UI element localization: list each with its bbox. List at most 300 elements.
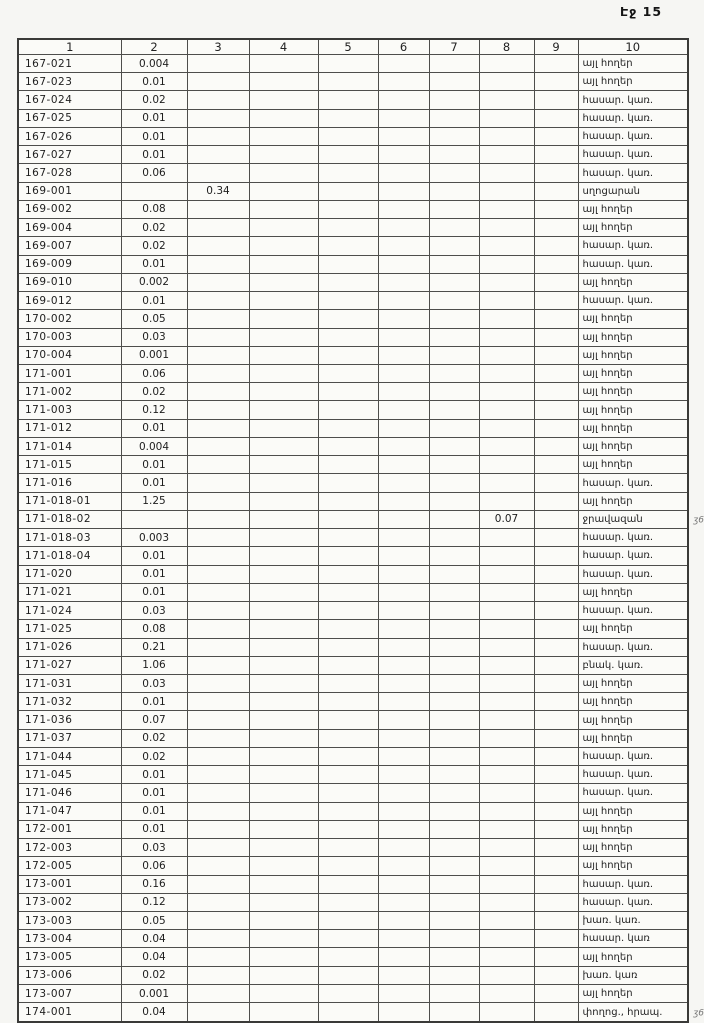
empty-cell	[479, 492, 534, 510]
empty-cell	[318, 747, 378, 765]
empty-cell	[429, 364, 479, 382]
empty-cell	[534, 73, 578, 91]
empty-cell	[378, 146, 429, 164]
empty-cell	[187, 820, 249, 838]
empty-cell	[249, 674, 318, 692]
land-use-label: հասար. կառ.	[578, 638, 688, 656]
empty-cell	[429, 401, 479, 419]
empty-cell	[318, 474, 378, 492]
area-value: 0.001	[121, 346, 187, 364]
parcel-code: 173-003	[18, 912, 121, 930]
empty-cell	[249, 547, 318, 565]
empty-cell	[534, 346, 578, 364]
parcel-code: 170-004	[18, 346, 121, 364]
empty-cell	[479, 91, 534, 109]
empty-cell	[187, 912, 249, 930]
empty-cell	[534, 310, 578, 328]
empty-cell	[249, 529, 318, 547]
empty-cell	[534, 912, 578, 930]
empty-cell	[534, 966, 578, 984]
empty-cell	[429, 127, 479, 145]
empty-cell	[318, 364, 378, 382]
empty-cell	[378, 109, 429, 127]
empty-cell	[318, 565, 378, 583]
empty-cell	[479, 237, 534, 255]
empty-cell	[187, 127, 249, 145]
empty-cell	[249, 364, 318, 382]
land-use-label: այլ հողեր	[578, 273, 688, 291]
empty-cell	[378, 674, 429, 692]
empty-cell	[318, 510, 378, 528]
area-value: 0.01	[121, 255, 187, 273]
area-value: 0.02	[121, 237, 187, 255]
empty-cell	[429, 1003, 479, 1022]
empty-cell	[249, 747, 318, 765]
empty-cell	[187, 255, 249, 273]
land-use-label: այլ հողեր	[578, 346, 688, 364]
table-row	[18, 401, 688, 419]
area-value: 0.01	[121, 146, 187, 164]
empty-cell	[187, 784, 249, 802]
empty-cell	[249, 146, 318, 164]
column-header-8: 8	[479, 39, 534, 55]
empty-cell	[534, 237, 578, 255]
empty-cell	[318, 200, 378, 218]
empty-cell	[534, 784, 578, 802]
table-row	[18, 565, 688, 583]
empty-cell	[318, 310, 378, 328]
empty-cell	[429, 383, 479, 401]
empty-cell	[479, 565, 534, 583]
empty-cell	[318, 219, 378, 237]
empty-cell	[429, 456, 479, 474]
empty-cell	[429, 747, 479, 765]
empty-cell	[479, 912, 534, 930]
land-use-label: հասար. կառ.	[578, 565, 688, 583]
land-use-label: այլ հողեր	[578, 419, 688, 437]
empty-cell	[249, 200, 318, 218]
empty-cell	[378, 620, 429, 638]
empty-cell	[378, 437, 429, 455]
empty-cell	[378, 127, 429, 145]
empty-cell	[378, 638, 429, 656]
empty-cell	[378, 930, 429, 948]
empty-cell	[187, 328, 249, 346]
empty-cell	[534, 182, 578, 200]
empty-cell	[429, 984, 479, 1002]
parcel-code: 172-005	[18, 857, 121, 875]
empty-cell	[429, 510, 479, 528]
empty-cell	[479, 255, 534, 273]
empty-cell	[429, 912, 479, 930]
empty-cell	[534, 364, 578, 382]
empty-cell	[318, 984, 378, 1002]
empty-cell	[187, 893, 249, 911]
empty-cell	[429, 930, 479, 948]
empty-cell	[479, 127, 534, 145]
empty-cell	[429, 310, 479, 328]
table-row	[18, 602, 688, 620]
empty-cell	[187, 200, 249, 218]
empty-cell	[534, 219, 578, 237]
table-row	[18, 456, 688, 474]
area-value: 0.02	[121, 91, 187, 109]
empty-cell	[121, 182, 187, 200]
empty-cell	[187, 620, 249, 638]
land-use-label: հասար. կառ.	[578, 91, 688, 109]
area-value: 0.003	[121, 529, 187, 547]
area-value: 0.01	[121, 547, 187, 565]
table-row	[18, 364, 688, 382]
parcel-code: 171-020	[18, 565, 121, 583]
empty-cell	[249, 638, 318, 656]
parcel-code: 172-003	[18, 839, 121, 857]
empty-cell	[318, 547, 378, 565]
empty-cell	[429, 620, 479, 638]
empty-cell	[187, 711, 249, 729]
empty-cell	[378, 565, 429, 583]
empty-cell	[121, 510, 187, 528]
empty-cell	[534, 437, 578, 455]
table-row	[18, 966, 688, 984]
empty-cell	[479, 802, 534, 820]
empty-cell	[429, 492, 479, 510]
empty-cell	[249, 966, 318, 984]
empty-cell	[534, 255, 578, 273]
empty-cell	[429, 91, 479, 109]
parcel-code: 167-026	[18, 127, 121, 145]
empty-cell	[249, 729, 318, 747]
parcel-code: 169-002	[18, 200, 121, 218]
empty-cell	[534, 419, 578, 437]
land-use-label: այլ հողեր	[578, 984, 688, 1002]
table-row	[18, 820, 688, 838]
empty-cell	[318, 401, 378, 419]
land-use-label: այլ հողեր	[578, 200, 688, 218]
empty-cell	[249, 127, 318, 145]
empty-cell	[378, 729, 429, 747]
table-row	[18, 930, 688, 948]
empty-cell	[378, 784, 429, 802]
area-value: 0.01	[121, 583, 187, 601]
empty-cell	[479, 474, 534, 492]
area-value: 0.06	[121, 164, 187, 182]
empty-cell	[249, 419, 318, 437]
table-row	[18, 583, 688, 601]
empty-cell	[534, 510, 578, 528]
empty-cell	[378, 893, 429, 911]
empty-cell	[249, 456, 318, 474]
empty-cell	[187, 237, 249, 255]
empty-cell	[378, 310, 429, 328]
empty-cell	[479, 73, 534, 91]
area-value: 0.04	[121, 948, 187, 966]
parcel-code: 171-027	[18, 656, 121, 674]
empty-cell	[378, 656, 429, 674]
land-use-label: այլ հողեր	[578, 364, 688, 382]
empty-cell	[534, 857, 578, 875]
empty-cell	[187, 565, 249, 583]
empty-cell	[479, 310, 534, 328]
empty-cell	[318, 328, 378, 346]
empty-cell	[378, 292, 429, 310]
empty-cell	[249, 893, 318, 911]
empty-cell	[534, 200, 578, 218]
empty-cell	[318, 912, 378, 930]
empty-cell	[318, 948, 378, 966]
empty-cell	[534, 839, 578, 857]
empty-cell	[187, 930, 249, 948]
empty-cell	[429, 547, 479, 565]
empty-cell	[429, 729, 479, 747]
empty-cell	[249, 109, 318, 127]
area-value: 0.01	[121, 693, 187, 711]
empty-cell	[378, 383, 429, 401]
empty-cell	[187, 602, 249, 620]
parcel-code: 171-046	[18, 784, 121, 802]
empty-cell	[249, 711, 318, 729]
land-use-label: այլ հողեր	[578, 456, 688, 474]
table-row	[18, 638, 688, 656]
table-row	[18, 346, 688, 364]
table-row	[18, 219, 688, 237]
empty-cell	[187, 474, 249, 492]
empty-cell	[249, 73, 318, 91]
empty-cell	[318, 1003, 378, 1022]
empty-cell	[479, 292, 534, 310]
empty-cell	[429, 839, 479, 857]
table-row	[18, 146, 688, 164]
empty-cell	[479, 219, 534, 237]
empty-cell	[378, 948, 429, 966]
empty-cell	[479, 602, 534, 620]
empty-cell	[429, 346, 479, 364]
empty-cell	[534, 674, 578, 692]
empty-cell	[534, 273, 578, 291]
empty-cell	[249, 292, 318, 310]
empty-cell	[249, 328, 318, 346]
parcel-code: 171-045	[18, 766, 121, 784]
empty-cell	[318, 674, 378, 692]
empty-cell	[249, 492, 318, 510]
table-row	[18, 200, 688, 218]
land-use-label: հասար. կառ.	[578, 292, 688, 310]
empty-cell	[378, 693, 429, 711]
table-row	[18, 492, 688, 510]
empty-cell	[534, 766, 578, 784]
empty-cell	[534, 529, 578, 547]
land-use-label: սղոցարան	[578, 182, 688, 200]
land-use-label: փողոց., հրապ. ʒ6	[578, 1003, 688, 1022]
empty-cell	[378, 164, 429, 182]
land-use-label: այլ հողեր	[578, 310, 688, 328]
empty-cell	[479, 109, 534, 127]
table-row	[18, 73, 688, 91]
empty-cell	[479, 547, 534, 565]
empty-cell	[429, 237, 479, 255]
area-value: 0.03	[121, 328, 187, 346]
table-row	[18, 237, 688, 255]
empty-cell	[318, 109, 378, 127]
empty-cell	[249, 656, 318, 674]
table-row	[18, 310, 688, 328]
parcel-code: 171-032	[18, 693, 121, 711]
empty-cell	[378, 802, 429, 820]
table-row	[18, 255, 688, 273]
empty-cell	[534, 164, 578, 182]
empty-cell	[429, 766, 479, 784]
empty-cell	[429, 529, 479, 547]
land-use-label: այլ հողեր	[578, 674, 688, 692]
empty-cell	[429, 292, 479, 310]
empty-cell	[249, 912, 318, 930]
empty-cell	[378, 839, 429, 857]
empty-cell	[318, 784, 378, 802]
land-use-label: ջրավազան ʒ6	[578, 510, 688, 528]
empty-cell	[534, 127, 578, 145]
table-row	[18, 948, 688, 966]
area-value: 0.01	[121, 73, 187, 91]
table-row	[18, 437, 688, 455]
table-row	[18, 109, 688, 127]
empty-cell	[429, 602, 479, 620]
empty-cell	[378, 1003, 429, 1022]
land-use-label: այլ հողեր	[578, 401, 688, 419]
table-row	[18, 91, 688, 109]
empty-cell	[534, 91, 578, 109]
empty-cell	[479, 875, 534, 893]
empty-cell	[378, 328, 429, 346]
parcel-code: 171-026	[18, 638, 121, 656]
empty-cell	[534, 656, 578, 674]
area-value: 0.01	[121, 565, 187, 583]
empty-cell	[187, 273, 249, 291]
empty-cell	[378, 510, 429, 528]
empty-cell	[318, 638, 378, 656]
area-value: 0.07	[121, 711, 187, 729]
empty-cell	[479, 729, 534, 747]
empty-cell	[187, 219, 249, 237]
parcel-code: 169-004	[18, 219, 121, 237]
parcel-code: 173-005	[18, 948, 121, 966]
empty-cell	[429, 820, 479, 838]
land-use-label: հասար. կառ.	[578, 146, 688, 164]
empty-cell	[429, 255, 479, 273]
empty-cell	[249, 565, 318, 583]
empty-cell	[318, 292, 378, 310]
parcel-code: 171-018-01	[18, 492, 121, 510]
column-header-4: 4	[249, 39, 318, 55]
empty-cell	[534, 109, 578, 127]
parcel-code: 169-009	[18, 255, 121, 273]
parcel-code: 167-028	[18, 164, 121, 182]
land-use-label: հասար. կառ.	[578, 474, 688, 492]
empty-cell	[378, 747, 429, 765]
table-row	[18, 875, 688, 893]
empty-cell	[378, 273, 429, 291]
parcel-code: 171-036	[18, 711, 121, 729]
empty-cell	[187, 510, 249, 528]
table-row	[18, 292, 688, 310]
empty-cell	[378, 474, 429, 492]
empty-cell	[429, 328, 479, 346]
column-header-5: 5	[318, 39, 378, 55]
empty-cell	[429, 164, 479, 182]
empty-cell	[249, 839, 318, 857]
empty-cell	[479, 419, 534, 437]
empty-cell	[429, 55, 479, 73]
empty-cell	[249, 1003, 318, 1022]
land-use-label: այլ հողեր	[578, 948, 688, 966]
table-row	[18, 729, 688, 747]
area-value: 0.16	[121, 875, 187, 893]
empty-cell	[479, 766, 534, 784]
area-value: 0.02	[121, 747, 187, 765]
empty-cell	[318, 255, 378, 273]
empty-cell	[429, 966, 479, 984]
table-row	[18, 547, 688, 565]
empty-cell	[479, 437, 534, 455]
empty-cell	[249, 620, 318, 638]
empty-cell	[429, 693, 479, 711]
parcel-table	[17, 38, 704, 1023]
empty-cell	[479, 693, 534, 711]
empty-cell	[249, 583, 318, 601]
empty-cell	[187, 729, 249, 747]
empty-cell	[534, 1003, 578, 1022]
empty-cell	[249, 401, 318, 419]
empty-cell	[187, 693, 249, 711]
empty-cell	[534, 456, 578, 474]
empty-cell	[534, 146, 578, 164]
empty-cell	[534, 492, 578, 510]
area-value: 0.12	[121, 893, 187, 911]
empty-cell	[479, 529, 534, 547]
empty-cell	[187, 1003, 249, 1022]
table-row	[18, 747, 688, 765]
empty-cell	[187, 292, 249, 310]
parcel-code: 171-018-02	[18, 510, 121, 528]
area-value: 0.12	[121, 401, 187, 419]
land-use-label: հասար. կառ.	[578, 529, 688, 547]
empty-cell	[429, 273, 479, 291]
empty-cell	[429, 474, 479, 492]
empty-cell	[534, 747, 578, 765]
parcel-code: 171-003	[18, 401, 121, 419]
column-header-9: 9	[534, 39, 578, 55]
empty-cell	[378, 857, 429, 875]
empty-cell	[534, 693, 578, 711]
empty-cell	[187, 55, 249, 73]
land-use-label: հասար. կառ.	[578, 893, 688, 911]
empty-cell	[187, 529, 249, 547]
parcel-code: 172-001	[18, 820, 121, 838]
empty-cell	[378, 875, 429, 893]
empty-cell	[187, 583, 249, 601]
empty-cell	[249, 984, 318, 1002]
empty-cell	[318, 893, 378, 911]
parcel-code: 169-012	[18, 292, 121, 310]
empty-cell	[534, 328, 578, 346]
parcel-code: 167-024	[18, 91, 121, 109]
empty-cell	[534, 984, 578, 1002]
empty-cell	[534, 729, 578, 747]
area-value: 0.02	[121, 219, 187, 237]
column-header-10: 10	[578, 39, 688, 55]
empty-cell	[429, 857, 479, 875]
empty-cell	[429, 146, 479, 164]
empty-cell	[378, 602, 429, 620]
